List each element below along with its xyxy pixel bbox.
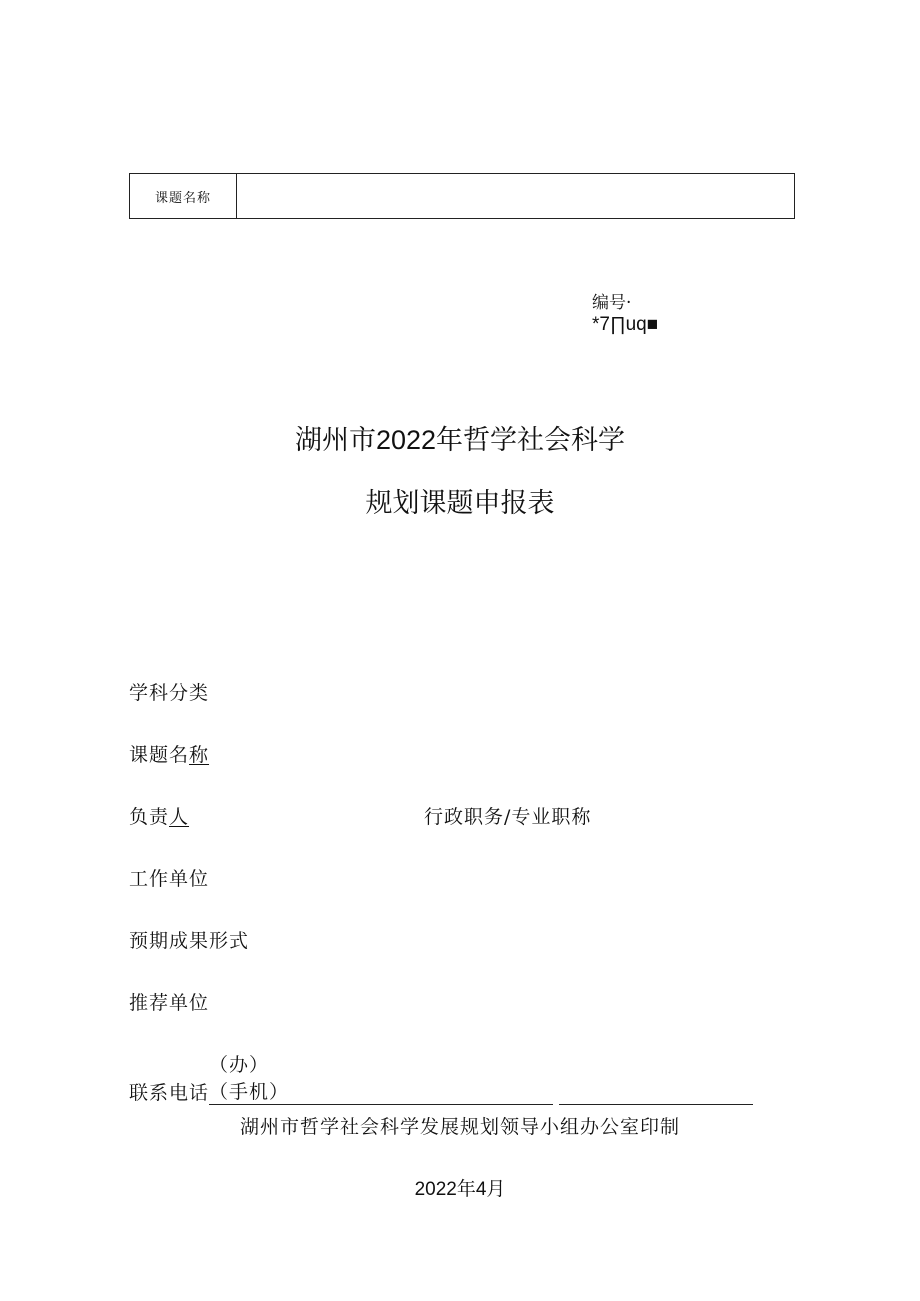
office-phone-label: （办） bbox=[209, 1054, 270, 1076]
page-title-line2: 规划课题申报表 bbox=[365, 488, 555, 518]
serial-number-label: 编号· bbox=[592, 293, 632, 313]
topic-field-label: 课题名 bbox=[129, 744, 190, 766]
topic-name-table bbox=[129, 173, 795, 219]
mobile-phone-label: （手机） bbox=[209, 1081, 290, 1103]
leader-field-label: 负责 bbox=[129, 806, 170, 828]
serial-number-code: *7∏uq■ bbox=[592, 314, 659, 335]
page-title-line1: 湖州市2022年哲学社会科学 bbox=[294, 425, 626, 455]
office-phone-input[interactable] bbox=[209, 1050, 553, 1105]
leader-field-label-suffix: 人 bbox=[169, 806, 190, 828]
issue-date: 2022年4月 bbox=[414, 1179, 506, 1200]
serial-number-block bbox=[592, 292, 658, 336]
issuer-text: 湖州市哲学社会科学发展规划领导小组办公室印制 bbox=[239, 1116, 680, 1138]
expected-result-field-label: 预期成果形式 bbox=[129, 930, 250, 952]
topic-field-label-suffix: 称 bbox=[189, 744, 210, 766]
topic-name-table-label: 课题名称 bbox=[130, 174, 237, 218]
position-field-label: 行政职务/专业职称 bbox=[424, 806, 592, 828]
work-unit-field-label: 工作单位 bbox=[129, 868, 210, 890]
contact-phone-label: 联系电话 bbox=[129, 1082, 210, 1104]
subject-field-label: 学科分类 bbox=[129, 682, 210, 704]
leader-field bbox=[129, 802, 189, 829]
recommender-field-label: 推荐单位 bbox=[129, 992, 210, 1014]
topic-name-table-value[interactable] bbox=[237, 174, 794, 218]
topic-field bbox=[129, 740, 209, 767]
contact-phone-field bbox=[129, 1050, 753, 1105]
mobile-phone-input[interactable] bbox=[559, 1082, 753, 1105]
